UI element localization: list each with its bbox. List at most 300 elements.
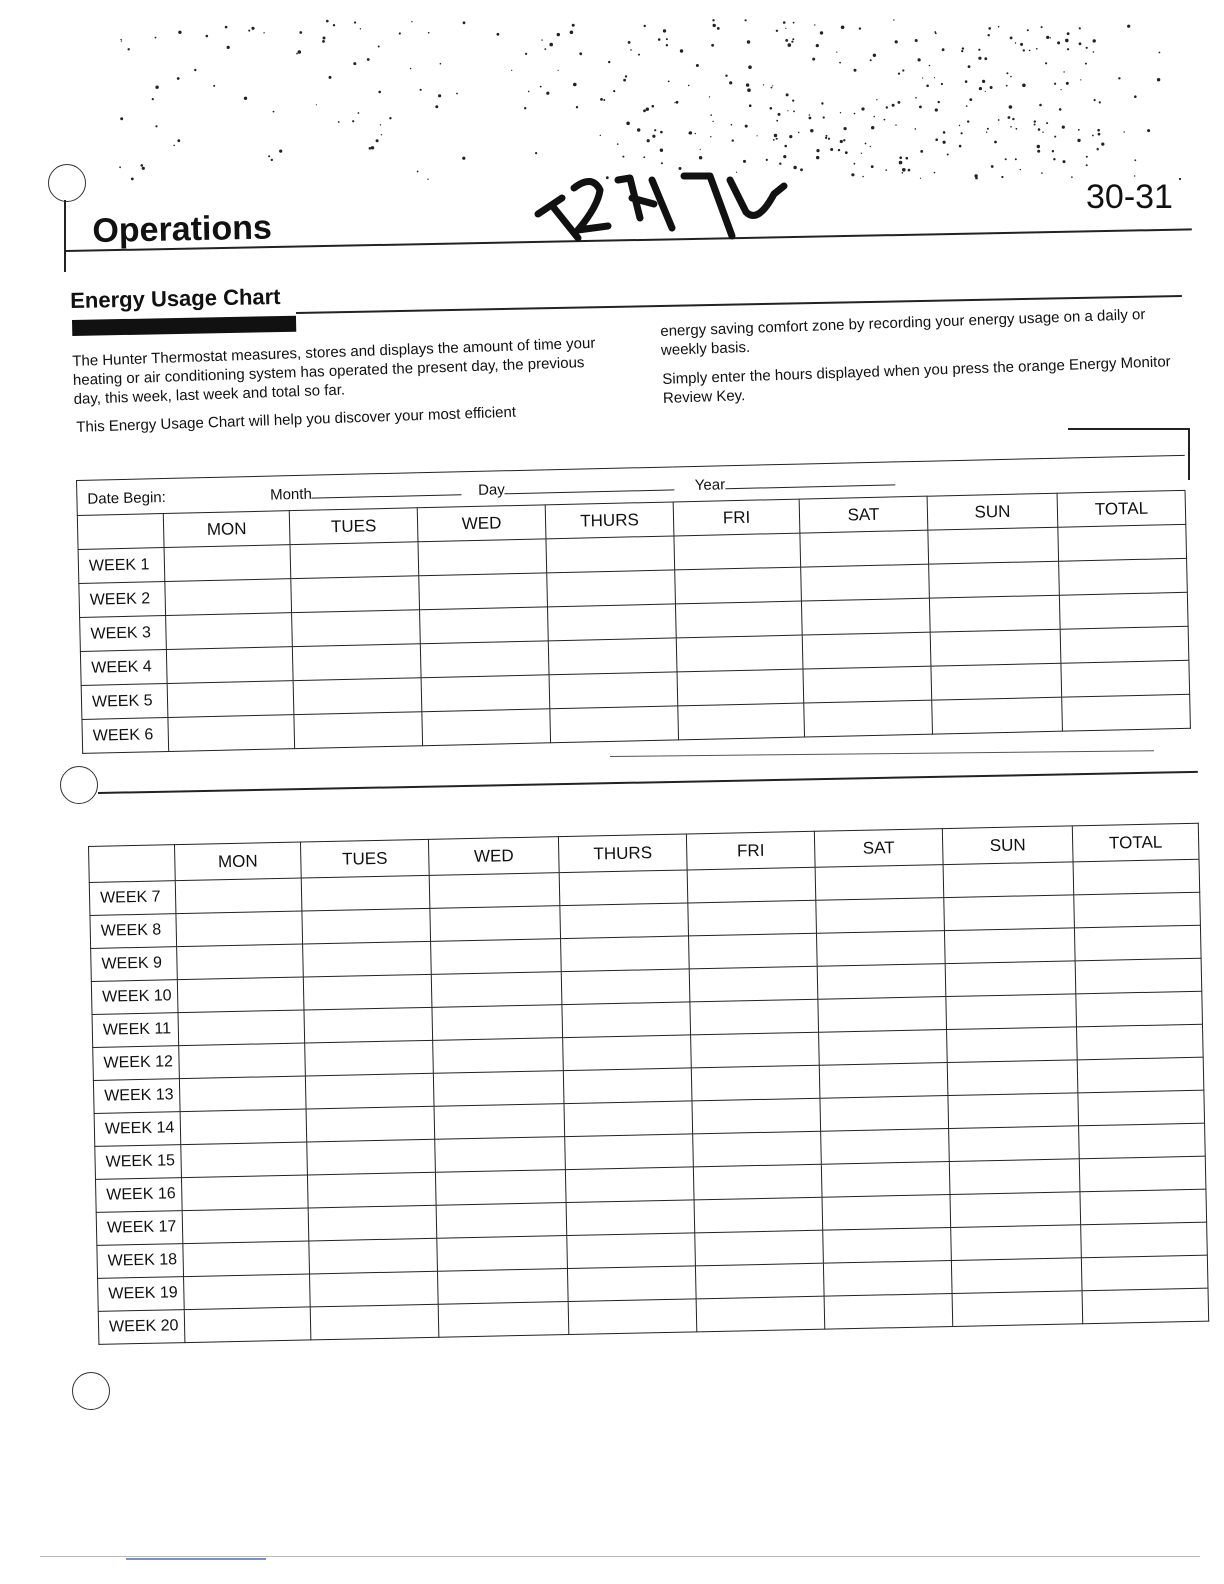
usage-cell-sun[interactable] — [950, 1192, 1081, 1228]
usage-cell-wed[interactable] — [433, 1038, 564, 1074]
speck — [1001, 176, 1003, 178]
speck — [354, 21, 356, 23]
usage-cell-sun[interactable] — [949, 1159, 1080, 1195]
usage-cell-mon[interactable] — [166, 647, 293, 684]
usage-cell-wed[interactable] — [420, 607, 549, 644]
speck — [251, 27, 254, 30]
usage-cell-fri[interactable] — [675, 567, 802, 604]
usage-cell-total[interactable] — [1059, 592, 1188, 629]
usage-cell-mon[interactable] — [181, 1175, 308, 1211]
usage-cell-tues[interactable] — [307, 1139, 436, 1175]
speck — [934, 172, 936, 174]
usage-cell-fri[interactable] — [691, 1032, 820, 1068]
usage-cell-sat[interactable] — [804, 700, 933, 737]
speck — [630, 49, 632, 51]
usage-cell-total[interactable] — [1080, 1189, 1207, 1225]
speck — [323, 37, 326, 40]
speck — [1062, 126, 1065, 129]
speck — [206, 35, 209, 38]
column-header-sun: SUN — [942, 826, 1073, 865]
usage-cell-mon[interactable] — [175, 878, 302, 914]
speck — [420, 89, 422, 91]
usage-cell-wed[interactable] — [434, 1104, 565, 1140]
usage-cell-sun[interactable] — [952, 1291, 1083, 1327]
speck — [1101, 143, 1104, 146]
speck — [934, 77, 935, 78]
usage-cell-total[interactable] — [1062, 694, 1191, 731]
speck — [854, 163, 856, 165]
speck — [920, 178, 921, 179]
speck — [839, 62, 841, 64]
speck — [213, 85, 215, 87]
energy-table-2 — [88, 823, 1209, 1345]
header-rule-vertical — [64, 200, 66, 272]
usage-cell-sat[interactable] — [821, 1162, 950, 1198]
usage-cell-tues[interactable] — [294, 712, 423, 749]
usage-cell-sat[interactable] — [800, 530, 929, 567]
speck — [820, 31, 823, 34]
speck — [1008, 116, 1011, 119]
speck — [710, 136, 711, 137]
speck — [786, 93, 789, 96]
speck — [893, 19, 894, 20]
column-header-total: TOTAL — [1057, 490, 1186, 527]
usage-cell-thurs[interactable] — [567, 1233, 696, 1269]
usage-cell-mon[interactable] — [182, 1208, 309, 1244]
usage-cell-tues[interactable] — [307, 1172, 436, 1208]
speck — [322, 40, 325, 43]
usage-cell-total[interactable] — [1079, 1123, 1206, 1159]
speck — [773, 139, 775, 141]
usage-cell-sat[interactable] — [819, 1063, 948, 1099]
speck — [1098, 133, 1101, 136]
usage-cell-sat[interactable] — [820, 1096, 949, 1132]
usage-cell-thurs[interactable] — [547, 570, 676, 607]
usage-cell-mon[interactable] — [180, 1109, 307, 1145]
usage-cell-fri[interactable] — [675, 601, 802, 638]
usage-cell-wed[interactable] — [433, 1071, 564, 1107]
usage-cell-tues[interactable] — [293, 678, 422, 715]
date-begin-label: Date Begin: — [87, 488, 166, 508]
speck — [844, 127, 847, 130]
usage-cell-fri[interactable] — [677, 669, 804, 706]
usage-cell-total[interactable] — [1081, 1222, 1208, 1258]
speck — [935, 108, 938, 111]
speck — [998, 119, 1000, 121]
speck — [840, 112, 841, 113]
usage-cell-sun[interactable] — [943, 862, 1074, 898]
speck — [984, 57, 987, 60]
usage-cell-sun[interactable] — [951, 1225, 1082, 1261]
usage-cell-total[interactable] — [1059, 558, 1188, 595]
speck — [1127, 25, 1130, 28]
speck — [141, 164, 144, 167]
speck — [871, 126, 874, 129]
month-label: Month — [269, 485, 313, 504]
usage-cell-wed[interactable] — [422, 709, 551, 746]
speck — [654, 129, 656, 131]
speck — [676, 101, 679, 104]
speck — [558, 70, 559, 71]
usage-cell-sun[interactable] — [944, 895, 1075, 931]
usage-cell-total[interactable] — [1082, 1288, 1209, 1324]
speck — [873, 116, 875, 118]
speck — [838, 149, 840, 151]
usage-cell-wed[interactable] — [431, 972, 562, 1008]
speck — [859, 27, 861, 29]
usage-cell-sun[interactable] — [929, 561, 1060, 598]
usage-cell-sun[interactable] — [931, 663, 1062, 700]
usage-cell-wed[interactable] — [429, 873, 560, 909]
speck — [712, 19, 714, 21]
usage-cell-total[interactable] — [1077, 1024, 1204, 1060]
speck — [967, 120, 969, 122]
speck — [1029, 50, 1031, 52]
usage-cell-thurs[interactable] — [561, 936, 690, 972]
usage-cell-sat[interactable] — [822, 1195, 951, 1231]
speck — [248, 30, 250, 32]
speck — [1050, 37, 1051, 38]
usage-cell-sat[interactable] — [802, 632, 931, 669]
usage-cell-tues[interactable] — [305, 1040, 434, 1076]
column-header-tues: TUES — [289, 508, 418, 545]
usage-cell-total[interactable] — [1060, 626, 1189, 663]
speck — [528, 91, 530, 93]
speck — [1039, 104, 1042, 107]
speck — [576, 106, 578, 108]
usage-cell-fri[interactable] — [692, 1098, 821, 1134]
speck — [644, 25, 646, 27]
usage-cell-thurs[interactable] — [568, 1299, 697, 1335]
speck — [851, 173, 854, 176]
speck — [1134, 175, 1135, 176]
speck — [787, 110, 788, 111]
usage-cell-thurs[interactable] — [548, 638, 677, 675]
speck — [608, 61, 610, 63]
usage-cell-fri[interactable] — [687, 867, 816, 903]
speck — [985, 91, 986, 92]
usage-cell-mon[interactable] — [177, 977, 304, 1013]
usage-cell-wed[interactable] — [438, 1302, 569, 1338]
usage-cell-mon[interactable] — [176, 911, 303, 947]
speck — [774, 134, 777, 137]
usage-cell-mon[interactable] — [164, 545, 291, 582]
speck — [696, 64, 699, 67]
usage-cell-tues[interactable] — [301, 875, 430, 911]
speck — [1097, 148, 1099, 150]
usage-cell-fri[interactable] — [693, 1131, 822, 1167]
week-label: WEEK 20 — [98, 1310, 185, 1345]
usage-cell-thurs[interactable] — [546, 536, 675, 573]
usage-cell-mon[interactable] — [179, 1043, 306, 1079]
usage-cell-sat[interactable] — [818, 997, 947, 1033]
speck — [1012, 118, 1014, 120]
usage-cell-sun[interactable] — [948, 1093, 1079, 1129]
speck — [988, 34, 990, 36]
speck — [861, 107, 864, 110]
speck — [962, 47, 964, 49]
usage-cell-mon[interactable] — [181, 1142, 308, 1178]
usage-cell-wed[interactable] — [435, 1170, 566, 1206]
usage-cell-sat[interactable] — [821, 1129, 950, 1165]
column-header-thurs: THURS — [545, 502, 674, 539]
usage-cell-wed[interactable] — [437, 1236, 568, 1272]
speck — [462, 157, 465, 160]
column-header-mon: MON — [174, 842, 301, 881]
handwritten-mark — [534, 168, 794, 252]
speck — [816, 44, 819, 47]
usage-cell-sun[interactable] — [928, 527, 1059, 564]
usage-cell-wed[interactable] — [420, 641, 549, 678]
usage-cell-tues[interactable] — [291, 576, 420, 613]
usage-cell-sun[interactable] — [944, 928, 1075, 964]
usage-cell-tues[interactable] — [302, 908, 431, 944]
usage-cell-wed[interactable] — [436, 1203, 567, 1239]
usage-cell-total[interactable] — [1061, 660, 1190, 697]
speck — [1066, 82, 1069, 85]
usage-cell-sat[interactable] — [801, 564, 930, 601]
speck — [1022, 84, 1026, 88]
usage-cell-fri[interactable] — [688, 900, 817, 936]
usage-cell-wed[interactable] — [430, 906, 561, 942]
usage-cell-tues[interactable] — [292, 644, 421, 681]
usage-cell-tues[interactable] — [310, 1271, 439, 1307]
speck — [378, 91, 381, 94]
usage-cell-wed[interactable] — [419, 573, 548, 610]
speck — [1079, 42, 1082, 45]
usage-cell-mon[interactable] — [183, 1241, 310, 1277]
usage-cell-thurs[interactable] — [549, 672, 678, 709]
usage-cell-total[interactable] — [1076, 991, 1203, 1027]
speck — [862, 176, 864, 178]
speck — [1085, 63, 1087, 65]
usage-cell-sat[interactable] — [824, 1294, 953, 1330]
usage-cell-mon[interactable] — [168, 715, 295, 752]
speck — [688, 85, 690, 87]
usage-cell-wed[interactable] — [431, 939, 562, 975]
usage-cell-sat[interactable] — [816, 931, 945, 967]
usage-cell-fri[interactable] — [676, 635, 803, 672]
speck — [986, 132, 987, 133]
speck — [438, 94, 441, 97]
speck — [766, 159, 768, 161]
usage-cell-tues[interactable] — [303, 974, 432, 1010]
usage-cell-wed[interactable] — [432, 1005, 563, 1041]
usage-cell-wed[interactable] — [421, 675, 550, 712]
usage-cell-wed[interactable] — [437, 1269, 568, 1305]
usage-cell-thurs[interactable] — [563, 1068, 692, 1104]
speck — [771, 87, 773, 89]
usage-cell-thurs[interactable] — [547, 604, 676, 641]
usage-cell-fri[interactable] — [695, 1230, 824, 1266]
usage-cell-tues[interactable] — [304, 1007, 433, 1043]
usage-cell-sun[interactable] — [949, 1126, 1080, 1162]
speck — [798, 132, 800, 134]
usage-cell-thurs[interactable] — [566, 1200, 695, 1236]
day-field[interactable] — [505, 475, 675, 494]
speck — [417, 171, 419, 173]
speck — [660, 131, 663, 134]
usage-cell-total[interactable] — [1074, 925, 1201, 961]
speck — [745, 125, 748, 128]
speck — [959, 125, 960, 126]
usage-cell-sun[interactable] — [947, 1027, 1078, 1063]
usage-cell-mon[interactable] — [167, 681, 294, 718]
usage-cell-fri[interactable] — [674, 533, 801, 570]
usage-cell-mon[interactable] — [166, 613, 293, 650]
usage-cell-total[interactable] — [1081, 1255, 1208, 1291]
column-header-sat: SAT — [814, 829, 943, 868]
usage-cell-sun[interactable] — [945, 961, 1076, 997]
intro-paragraph: The Hunter Thermostat measures, stores and displays the amount of time your heating or air conditioning system has operated the present day, the previous day, this week, last week and total so far. — [72, 334, 596, 408]
speck — [121, 41, 122, 42]
usage-cell-thurs[interactable] — [562, 1002, 691, 1038]
usage-cell-mon[interactable] — [177, 944, 304, 980]
instruction-paragraph: Simply enter the hours displayed when you press the orange Energy Monitor Review Key. — [662, 353, 1171, 407]
usage-cell-wed[interactable] — [418, 539, 547, 576]
speck — [935, 138, 938, 141]
speck — [961, 132, 963, 134]
usage-cell-thurs[interactable] — [565, 1167, 694, 1203]
usage-cell-thurs[interactable] — [550, 706, 679, 743]
speck — [155, 86, 158, 89]
speck — [652, 135, 655, 138]
usage-cell-sat[interactable] — [817, 964, 946, 1000]
usage-cell-tues[interactable] — [303, 941, 432, 977]
usage-cell-sat[interactable] — [823, 1261, 952, 1297]
speck — [428, 32, 430, 34]
usage-cell-sat[interactable] — [816, 898, 945, 934]
year-field[interactable] — [725, 470, 895, 489]
week-label: WEEK 6 — [82, 717, 169, 753]
speck — [809, 117, 812, 120]
speck — [389, 117, 391, 119]
usage-cell-total[interactable] — [1075, 958, 1202, 994]
usage-cell-total[interactable] — [1073, 859, 1200, 895]
usage-cell-sun[interactable] — [951, 1258, 1082, 1294]
usage-cell-sat[interactable] — [819, 1030, 948, 1066]
usage-cell-sun[interactable] — [929, 595, 1060, 632]
speck — [1157, 78, 1160, 81]
speck — [1059, 108, 1062, 111]
section-title: Operations — [92, 208, 273, 250]
usage-cell-mon[interactable] — [165, 579, 292, 616]
speck — [1054, 136, 1056, 138]
usage-cell-total[interactable] — [1077, 1057, 1204, 1093]
usage-cell-mon[interactable] — [184, 1274, 311, 1310]
usage-cell-fri[interactable] — [691, 1065, 820, 1101]
speck — [1037, 145, 1040, 148]
speck — [783, 155, 786, 158]
usage-cell-wed[interactable] — [435, 1137, 566, 1173]
speck — [975, 177, 978, 180]
speck — [792, 100, 794, 102]
usage-cell-fri[interactable] — [693, 1164, 822, 1200]
usage-cell-thurs[interactable] — [564, 1101, 693, 1137]
week-label: WEEK 10 — [91, 980, 178, 1015]
usage-cell-sun[interactable] — [946, 994, 1077, 1030]
usage-cell-thurs[interactable] — [561, 969, 690, 1005]
usage-cell-fri[interactable] — [694, 1197, 823, 1233]
usage-cell-fri[interactable] — [689, 966, 818, 1002]
usage-cell-thurs[interactable] — [560, 903, 689, 939]
speck — [700, 149, 701, 150]
speck — [120, 117, 123, 120]
usage-cell-fri[interactable] — [678, 703, 805, 740]
usage-cell-fri[interactable] — [696, 1296, 825, 1332]
week-label: WEEK 15 — [95, 1145, 182, 1180]
week-label: WEEK 16 — [95, 1178, 182, 1213]
usage-cell-thurs[interactable] — [565, 1134, 694, 1170]
bottom-scan-mark — [126, 1558, 266, 1560]
speck — [788, 43, 792, 47]
usage-cell-tues[interactable] — [292, 610, 421, 647]
speck — [748, 65, 752, 69]
speck — [544, 48, 546, 50]
month-field[interactable] — [312, 480, 462, 498]
speck — [968, 65, 971, 68]
usage-cell-tues[interactable] — [308, 1205, 437, 1241]
purpose-paragraph-part1: This Energy Usage Chart will help you discover your most efficient — [76, 403, 517, 436]
speck — [926, 85, 929, 88]
speck — [674, 102, 675, 103]
speck — [637, 128, 640, 131]
usage-cell-sun[interactable] — [930, 629, 1061, 666]
speck — [731, 124, 733, 126]
speck — [712, 121, 713, 122]
usage-cell-total[interactable] — [1078, 1090, 1205, 1126]
page-number: 30-31 — [1086, 178, 1173, 216]
speck — [1147, 129, 1150, 132]
usage-cell-tues[interactable] — [290, 542, 419, 579]
usage-cell-sun[interactable] — [947, 1060, 1078, 1096]
usage-cell-mon[interactable] — [184, 1307, 311, 1343]
usage-cell-thurs[interactable] — [563, 1035, 692, 1071]
usage-cell-tues[interactable] — [309, 1238, 438, 1274]
speck — [749, 104, 752, 107]
usage-cell-thurs[interactable] — [567, 1266, 696, 1302]
speck — [743, 160, 746, 163]
speck — [1071, 176, 1073, 178]
speck — [225, 26, 228, 29]
usage-cell-sat[interactable] — [801, 598, 930, 635]
speck — [709, 96, 710, 97]
usage-cell-thurs[interactable] — [559, 870, 688, 906]
usage-cell-fri[interactable] — [695, 1263, 824, 1299]
usage-cell-tues[interactable] — [306, 1106, 435, 1142]
usage-cell-fri[interactable] — [689, 933, 818, 969]
speck — [699, 156, 702, 159]
speck — [747, 88, 751, 92]
speck — [710, 114, 712, 116]
usage-cell-mon[interactable] — [179, 1076, 306, 1112]
usage-cell-sat[interactable] — [815, 865, 944, 901]
usage-cell-total[interactable] — [1079, 1156, 1206, 1192]
usage-cell-sat[interactable] — [823, 1228, 952, 1264]
usage-cell-sat[interactable] — [803, 666, 932, 703]
usage-cell-total[interactable] — [1074, 892, 1201, 928]
usage-cell-tues[interactable] — [310, 1304, 439, 1340]
column-header-fri: FRI — [686, 831, 815, 870]
speck — [711, 44, 714, 47]
speck — [785, 39, 788, 42]
week-label: WEEK 8 — [90, 914, 177, 949]
usage-cell-sun[interactable] — [932, 697, 1063, 734]
usage-cell-mon[interactable] — [178, 1010, 305, 1046]
usage-cell-fri[interactable] — [690, 999, 819, 1035]
usage-cell-total[interactable] — [1058, 524, 1187, 561]
usage-cell-tues[interactable] — [305, 1073, 434, 1109]
